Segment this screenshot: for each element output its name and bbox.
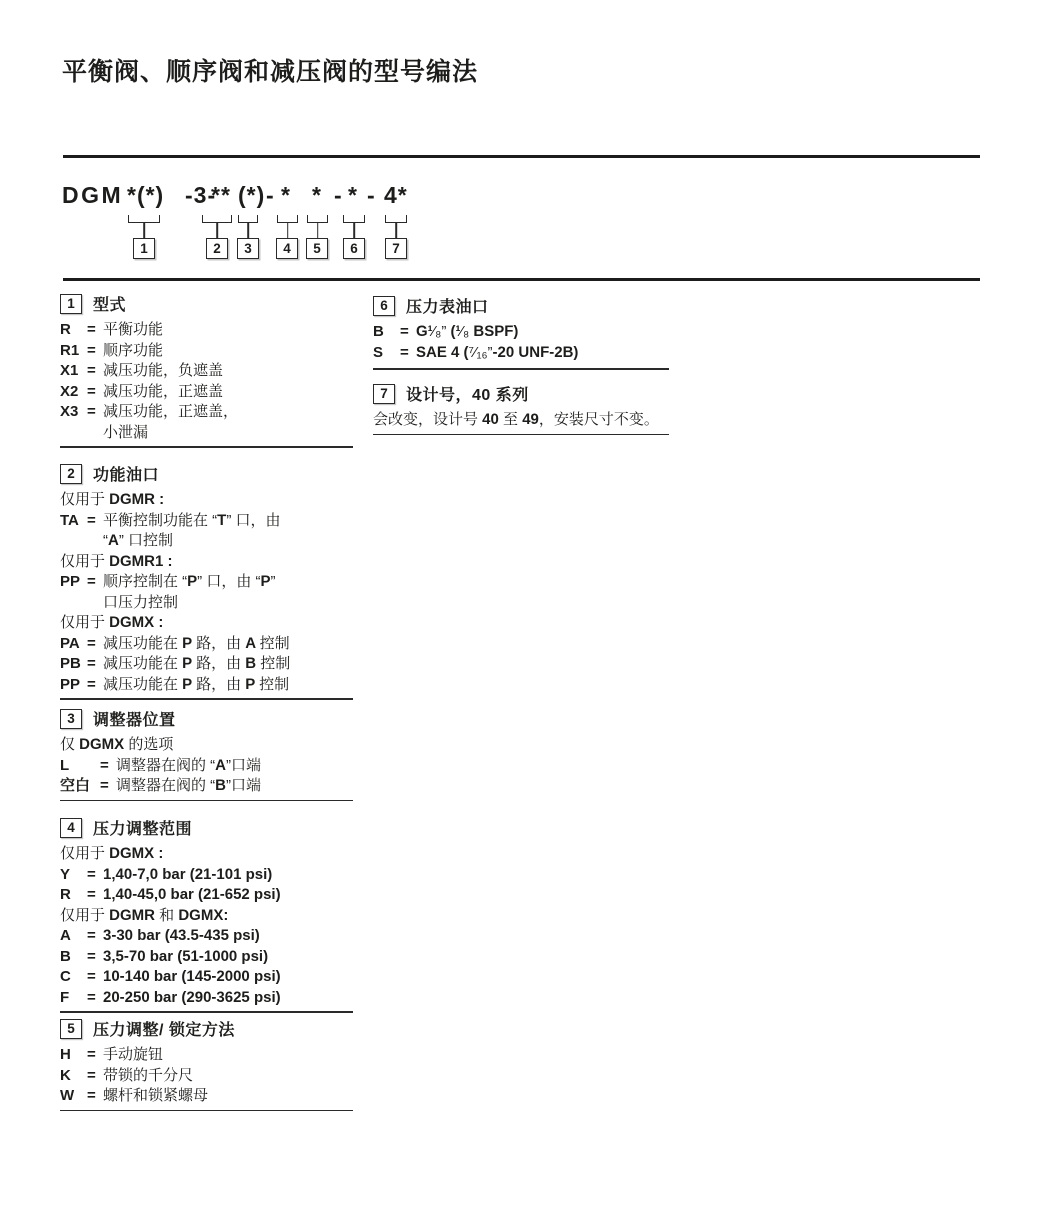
section-title: 压力调整/ 锁定方法 (93, 1022, 235, 1039)
section-title: 压力表油口 (406, 299, 489, 316)
code-description: 减压功能，正遮盖， (103, 403, 239, 420)
equals-sign: = (87, 988, 96, 1006)
code-description: G¹⁄₈” (¹⁄₈ BSPF) (416, 323, 519, 340)
model-code-segment: 4* (384, 182, 408, 208)
equals-sign: = (100, 756, 109, 774)
section-divider (373, 368, 669, 370)
equals-sign: = (87, 886, 96, 903)
equals-sign: = (87, 382, 96, 400)
section-header (373, 295, 669, 316)
code-description: 10-140 bar (145-2000 psi) (103, 968, 281, 985)
code-description: 平衡控制功能在 “T” 口，由 (103, 511, 281, 529)
code-row (60, 776, 353, 797)
code-value: C (60, 968, 71, 985)
code-value: PB (60, 655, 81, 672)
callout-bracket (343, 215, 365, 223)
code-value: R (60, 321, 71, 338)
code-description: 顺序功能 (103, 341, 164, 359)
code-description: 调整器在阀的 “A”口端 (116, 756, 261, 774)
equals-sign: = (87, 947, 96, 965)
note-line: 会改变，设计号 40 至 49，安装尺寸不变。 (373, 411, 659, 428)
code-value: R (60, 886, 71, 903)
section-number-box: 4 (60, 818, 82, 838)
code-row (60, 320, 353, 341)
section-header (60, 817, 353, 838)
section-design-number (373, 383, 669, 435)
section-title: 压力调整范围 (93, 821, 193, 838)
section-header (60, 708, 353, 729)
callout-box-7: 7 (385, 238, 407, 259)
note-line: 仅用于 DGMR : (60, 491, 165, 508)
header-divider (63, 278, 980, 281)
code-description: 3,5-70 bar (51-1000 psi) (103, 947, 269, 965)
section-adjustment-locking (60, 1018, 353, 1111)
code-row (373, 343, 669, 364)
section-divider (60, 698, 353, 700)
code-description: 减压功能在 P 路，由 A 控制 (103, 634, 290, 652)
section-header (373, 383, 669, 404)
section-divider (60, 446, 353, 448)
model-code-segment: *(*) (127, 182, 165, 208)
model-code-segment: - (367, 182, 376, 208)
title-divider (63, 155, 980, 158)
equals-sign: = (87, 573, 96, 590)
callout-bracket (277, 215, 298, 223)
note-line: 仅用于 DGMX : (60, 614, 164, 631)
callout-bracket (307, 215, 328, 223)
code-value: A (60, 927, 71, 944)
model-code-segment: ** (211, 182, 231, 208)
code-description: 螺杆和锁紧螺母 (103, 1087, 209, 1104)
code-description: 减压功能，正遮盖 (103, 382, 224, 400)
code-value: PP (60, 675, 81, 693)
section-title: 功能油口 (93, 467, 160, 484)
code-value: B (373, 323, 384, 340)
code-value: Y (60, 865, 71, 883)
code-row (60, 1045, 353, 1066)
code-value: W (60, 1087, 75, 1104)
code-description: 1,40-45,0 bar (21-652 psi) (103, 886, 281, 903)
code-row (60, 654, 353, 675)
page-title: 平衡阀、顺序阀和减压阀的型号编法 (62, 58, 479, 86)
section-divider (60, 800, 353, 802)
section-function-ports (60, 463, 353, 700)
code-row (60, 402, 353, 423)
callout-box-1: 1 (133, 238, 155, 259)
callout-box-3: 3 (237, 238, 259, 259)
callout-box-5: 5 (306, 238, 328, 259)
equals-sign: = (100, 777, 109, 794)
code-description: 20-250 bar (290-3625 psi) (103, 988, 281, 1006)
section-divider (373, 434, 669, 436)
note-line: 仅用于 DGMX : (60, 845, 164, 862)
section-title: 调整器位置 (93, 712, 176, 729)
equals-sign: = (87, 1046, 96, 1063)
code-row (60, 341, 353, 362)
code-value: F (60, 988, 70, 1006)
code-row (60, 361, 353, 382)
code-value: TA (60, 511, 79, 529)
code-value: B (60, 947, 71, 965)
equals-sign: = (400, 323, 409, 340)
section-number-box: 2 (60, 464, 82, 484)
callout-box-6: 6 (343, 238, 365, 259)
code-value: 空白 (60, 777, 91, 794)
section-header (60, 293, 353, 314)
code-value: K (60, 1066, 71, 1084)
equals-sign: = (87, 927, 96, 944)
code-row (60, 947, 353, 968)
section-number-box: 5 (60, 1019, 82, 1039)
code-value: PP (60, 573, 81, 590)
code-row (60, 511, 353, 532)
code-row (60, 926, 353, 947)
equals-sign: = (87, 675, 96, 693)
section-header (60, 463, 353, 484)
section-pressure-range (60, 817, 353, 1013)
code-value: X1 (60, 362, 79, 379)
callout-box-4: 4 (276, 238, 298, 259)
code-value: X2 (60, 382, 79, 400)
continuation-line: “A” 口控制 (103, 532, 173, 549)
code-row (60, 634, 353, 655)
callout-bracket (202, 215, 232, 223)
section-divider (60, 1110, 353, 1112)
code-description: 1,40-7,0 bar (21-101 psi) (103, 865, 273, 883)
code-row (60, 865, 353, 886)
model-code-segment: * (312, 182, 322, 208)
code-value: H (60, 1046, 71, 1063)
model-code-segment: -3- (185, 182, 217, 208)
equals-sign: = (87, 655, 96, 672)
model-code-segment: - (266, 182, 275, 208)
section-type (60, 293, 353, 448)
section-divider (60, 1011, 353, 1013)
code-description: SAE 4 (⁷⁄₁₆”-20 UNF-2B) (416, 343, 579, 361)
code-value: PA (60, 634, 80, 652)
equals-sign: = (87, 1087, 96, 1104)
callout-bracket (238, 215, 258, 223)
equals-sign: = (87, 403, 96, 420)
code-value: X3 (60, 403, 79, 420)
code-row (60, 572, 353, 593)
code-value: L (60, 756, 70, 774)
code-value: S (373, 343, 384, 361)
equals-sign: = (87, 968, 96, 985)
callout-bracket (128, 215, 160, 223)
section-title: 设计号，40 系列 (406, 387, 529, 404)
section-number-box: 7 (373, 384, 395, 404)
equals-sign: = (400, 343, 409, 361)
code-row (60, 1086, 353, 1107)
section-number-box: 1 (60, 294, 82, 314)
note-line: 仅用于 DGMR1 : (60, 552, 173, 570)
equals-sign: = (87, 1066, 96, 1084)
code-description: 顺序控制在 “P” 口，由 “P” (103, 573, 276, 590)
callout-bracket (385, 215, 407, 223)
equals-sign: = (87, 865, 96, 883)
callout-box-2: 2 (206, 238, 228, 259)
section-header (60, 1018, 353, 1039)
code-row (60, 885, 353, 906)
model-code-segment: * (281, 182, 291, 208)
equals-sign: = (87, 341, 96, 359)
section-adjuster-position (60, 708, 353, 801)
code-value: R1 (60, 341, 80, 359)
code-description: 调整器在阀的 “B”口端 (116, 777, 261, 794)
section-number-box: 3 (60, 709, 82, 729)
code-row (60, 967, 353, 988)
equals-sign: = (87, 634, 96, 652)
code-description: 减压功能在 P 路，由 B 控制 (103, 655, 291, 672)
code-row (60, 1066, 353, 1087)
continuation-line: 小泄漏 (103, 423, 149, 441)
code-description: 平衡功能 (103, 321, 164, 338)
section-title: 型式 (93, 297, 127, 314)
code-description: 手动旋钮 (103, 1046, 164, 1063)
equals-sign: = (87, 511, 96, 529)
code-description: 减压功能，负遮盖 (103, 362, 224, 379)
code-row (60, 675, 353, 696)
note-line: 仅 DGMX 的选项 (60, 736, 174, 753)
model-code-segment: (*) (238, 182, 266, 208)
section-gauge-port (373, 295, 669, 370)
model-code-segment: * (348, 182, 358, 208)
note-line: 仅用于 DGMR 和 DGMX: (60, 906, 229, 924)
model-code-segment: - (334, 182, 343, 208)
model-code-segment: DGM (62, 182, 124, 208)
code-description: 带锁的千分尺 (103, 1066, 194, 1084)
code-row (373, 322, 669, 343)
code-row (60, 382, 353, 403)
continuation-line: 口压力控制 (103, 593, 179, 611)
code-description: 减压功能在 P 路，由 P 控制 (103, 675, 290, 693)
section-number-box: 6 (373, 296, 395, 316)
code-description: 3-30 bar (43.5-435 psi) (103, 927, 260, 944)
equals-sign: = (87, 362, 96, 379)
code-row (60, 988, 353, 1009)
code-row (60, 756, 353, 777)
equals-sign: = (87, 321, 96, 338)
